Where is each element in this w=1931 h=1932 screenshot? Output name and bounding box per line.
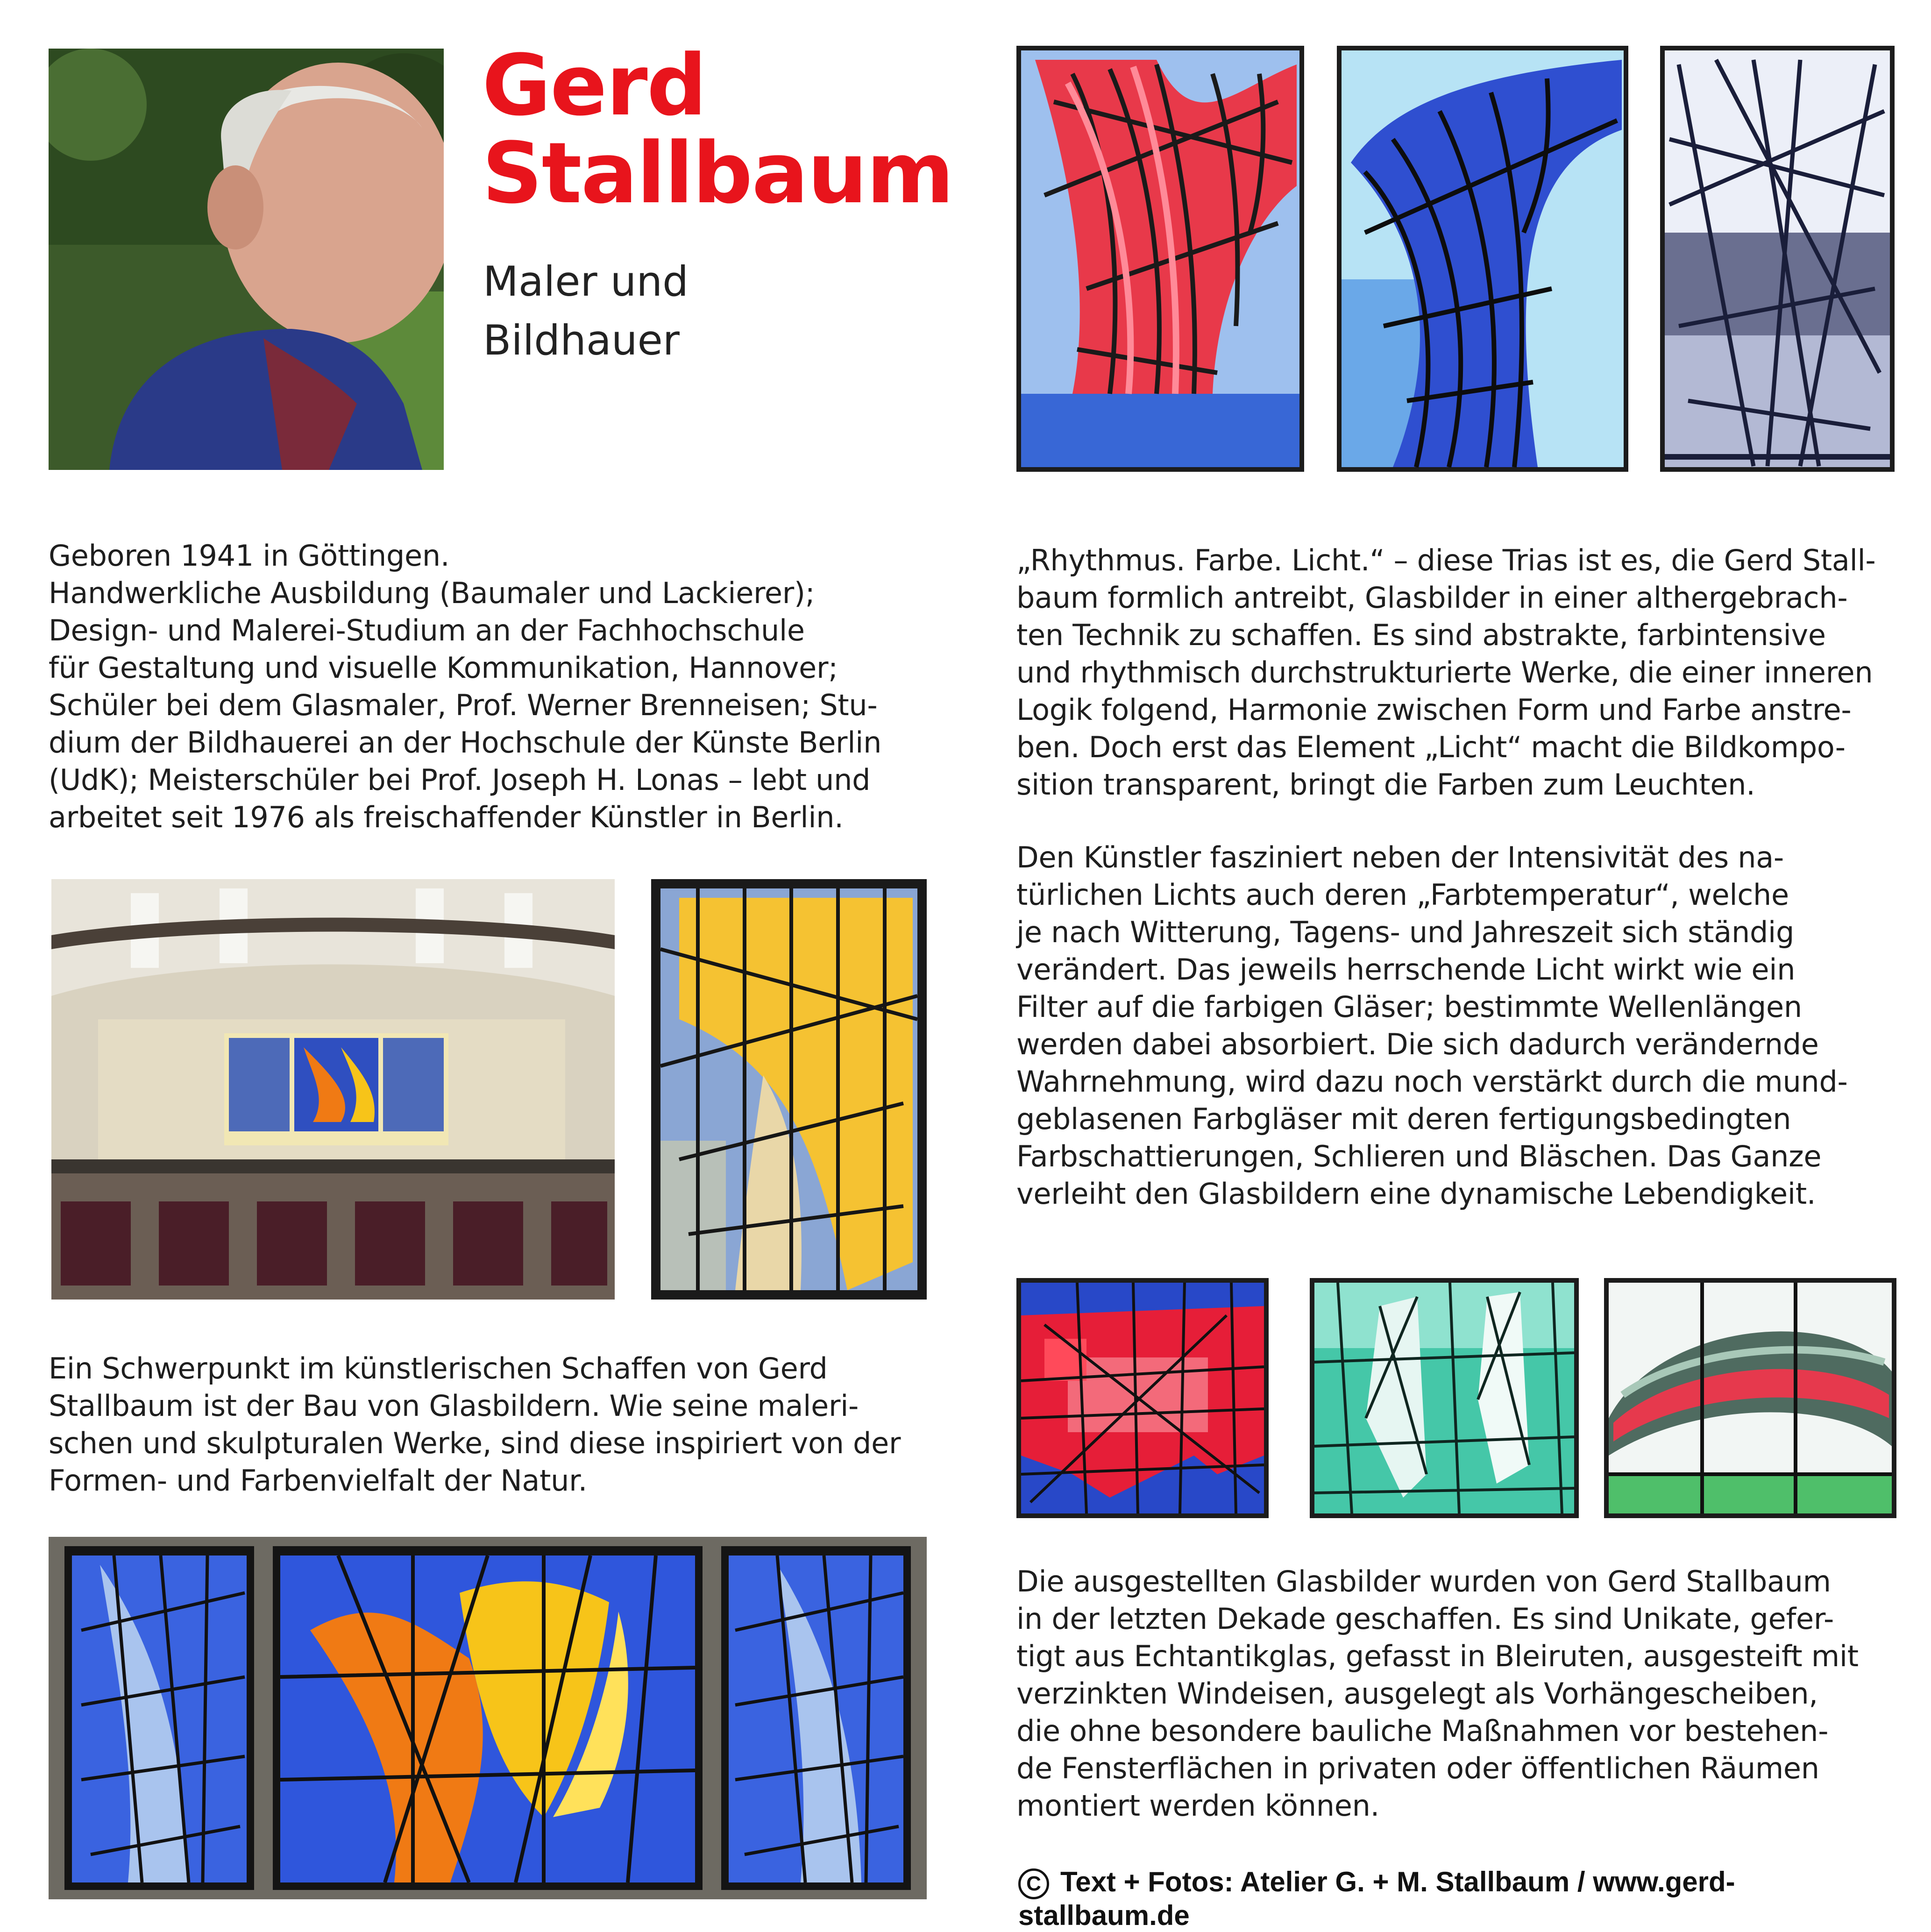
focus-line: Ein Schwerpunkt im künstlerischen Schaffen von Gerd [49,1351,828,1385]
exhibit-line: die ohne besondere bauliche Maßnahmen vor bestehen- [1016,1714,1829,1748]
biography-line: (UdK); Meisterschüler bei Prof. Joseph H. Lonas – lebt und [49,763,871,797]
rhythm-line: „Rhythmus. Farbe. Licht.“ – diese Trias ist es, die Gerd Stall- [1016,543,1876,577]
glass-panel-red-blocks [1016,1278,1269,1518]
exhibit-line: verzinkten Windeisen, ausgelegt als Vorhängescheiben, [1016,1676,1818,1711]
biography-line: Geboren 1941 in Göttingen. [49,539,450,573]
rhythm-text [1016,542,1904,803]
rhythm-line: ten Technik zu schaffen. Es sind abstrakte, farbintensive [1016,618,1826,652]
light-line: je nach Witterung, Tagens- und Jahreszeit sich ständig [1016,915,1795,949]
glass-panel-red-wave [1016,46,1304,472]
glass-panel-blue-wave [1337,46,1628,472]
rhythm-line: ben. Doch erst das Element „Licht“ macht die Bildkompo- [1016,730,1846,764]
exhibit-line: montiert werden können. [1016,1789,1380,1823]
biography-line: dium der Bildhauerei an der Hochschule der Künste Berlin [49,725,882,760]
copyright-icon: C [1018,1868,1049,1899]
biography-line: Handwerkliche Ausbildung (Baumaler und Lackierer); [49,576,815,610]
exhibit-line: in der letzten Dekade geschaffen. Es sind Unikate, gefer- [1016,1602,1834,1636]
artist-first-name: Gerd [482,37,706,135]
credit-text: Text + Fotos: Atelier G. + M. Stallbaum / www.gerd-stallbaum.de [1018,1866,1735,1932]
focus-line: Stallbaum ist der Bau von Glasbildern. Wie seine maleri- [49,1389,859,1423]
light-line: werden dabei absorbiert. Die sich dadurch verändernde [1016,1027,1819,1061]
artist-profession [483,252,689,370]
focus-line: schen und skulpturalen Werke, sind diese inspiriert von der [49,1426,901,1460]
light-line: geblasenen Farbgläser mit deren fertigungsbedingten [1016,1102,1791,1136]
profession-line-1: Maler und [483,257,689,305]
biography-line: Schüler bei dem Glasmaler, Prof. Werner Brenneisen; Stu- [49,688,878,722]
light-text [1016,839,1904,1213]
rhythm-line: baum formlich antreibt, Glasbilder in einer althergebrach- [1016,581,1848,615]
biography-text [49,537,936,836]
light-line: verändert. Das jeweils herrschende Licht wirkt wie ein [1016,952,1796,987]
rhythm-line: Logik folgend, Harmonie zwischen Form und Farbe anstre- [1016,693,1852,727]
exhibit-line: tigt aus Echtantikglas, gefasst in Bleiruten, ausgesteift mit [1016,1639,1859,1673]
biography-line: arbeitet seit 1976 als freischaffender Künstler in Berlin. [49,800,844,834]
rhythm-line: und rhythmisch durchstrukturierte Werke, die einer inneren [1016,655,1873,689]
profession-line-2: Bildhauer [483,316,680,364]
light-line: Farbschattierungen, Schlieren und Bläschen. Das Ganze [1016,1139,1822,1173]
light-line: Filter auf die farbigen Gläser; bestimmte Wellenlängen [1016,990,1802,1024]
glass-panel-grey-crossing [1660,46,1895,472]
exhibit-line: de Fensterflächen in privaten oder öffentlichen Räumen [1016,1751,1819,1785]
focus-text [49,1350,936,1499]
yellow-glass-window-photo [651,879,927,1300]
biography-line: Design- und Malerei-Studium an der Fachhochschule [49,613,805,647]
church-interior-photo [51,879,615,1300]
light-line: Den Künstler fasziniert neben der Intensivität des na- [1016,840,1784,874]
light-line: Wahrnehmung, wird dazu noch verstärkt durch die mund- [1016,1065,1848,1099]
glass-panel-hill-arc [1604,1278,1896,1518]
artist-name [482,37,953,222]
exhibit-text [1016,1563,1904,1825]
triptych-glass-artwork [49,1537,927,1899]
artist-last-name: Stallbaum [482,125,953,222]
exhibit-line: Die ausgestellten Glasbilder wurden von Gerd Stallbaum [1016,1564,1831,1598]
glass-panel-teal-towers [1310,1278,1579,1518]
biography-line: für Gestaltung und visuelle Kommunikation, Hannover; [49,651,838,685]
rhythm-line: sition transparent, bringt die Farben zum Leuchten. [1016,767,1755,802]
artist-portrait [49,49,444,470]
focus-line: Formen- und Farbenvielfalt der Natur. [49,1463,588,1498]
copyright-credit [1018,1866,1906,1932]
light-line: türlichen Lichts auch deren „Farbtemperatur“, welche [1016,878,1789,912]
light-line: verleiht den Glasbildern eine dynamische Lebendigkeit. [1016,1177,1816,1211]
